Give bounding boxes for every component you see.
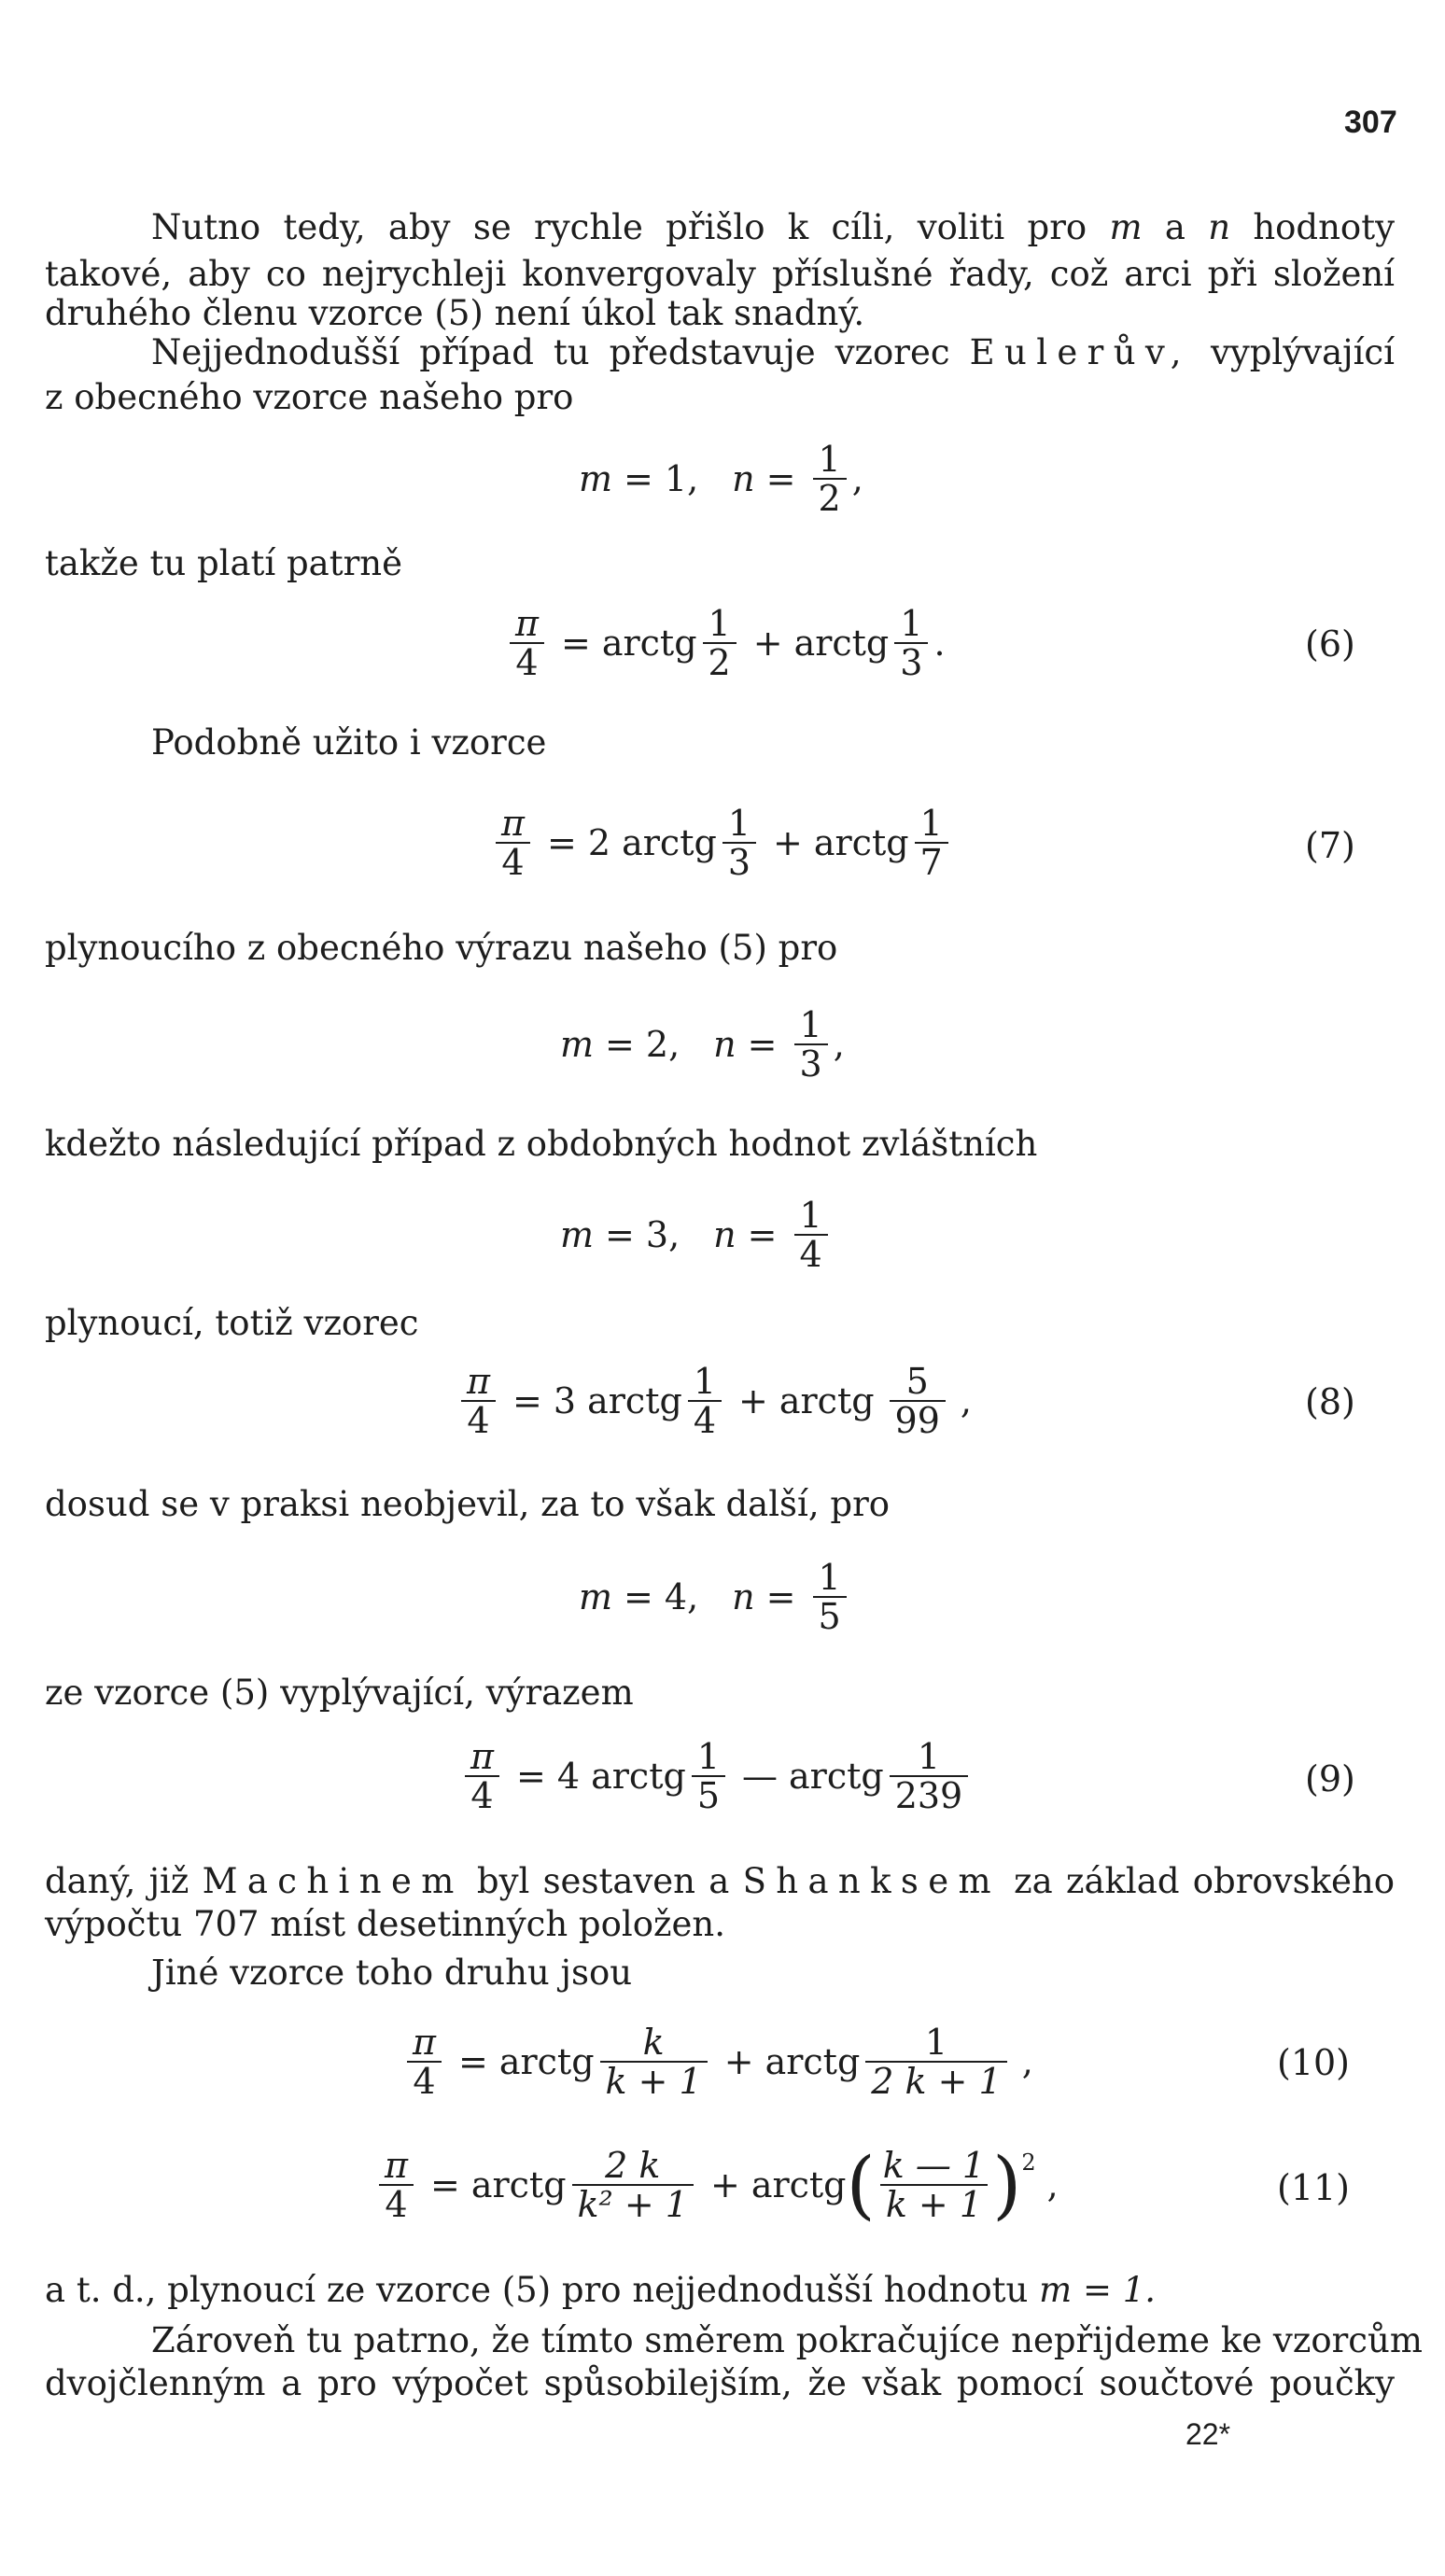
name-shanks: Shanksem: [742, 1861, 1001, 1901]
fraction-one-third: [894, 605, 928, 681]
equation-10: [401, 2023, 1033, 2100]
plus-sign: +: [709, 2164, 740, 2205]
numerator: 1: [917, 1736, 941, 1777]
equation-9: [459, 1738, 974, 1814]
equation-7: [490, 805, 954, 881]
numerator: k — 1: [882, 2145, 986, 2186]
numerator: 1: [727, 803, 751, 844]
fraction-pi-4: [465, 1738, 499, 1814]
text-line-5: z obecného vzorce našeho pro: [45, 377, 574, 417]
fraction-one-over-2k-plus-1: [865, 2023, 1006, 2100]
equation-m4-n-fifth: [579, 1559, 852, 1635]
arctg: arctg: [470, 2164, 567, 2205]
denominator: k + 1: [600, 2061, 708, 2100]
comma: ,: [1021, 2041, 1033, 2082]
equals-sign: =: [512, 1380, 542, 1421]
equals-sign: =: [515, 1756, 546, 1797]
var-m: m: [560, 1024, 595, 1065]
denominator: 3: [794, 1043, 828, 1083]
minus-sign: —: [742, 1756, 778, 1797]
numerator: 1: [799, 1004, 822, 1045]
comma: ,: [1046, 2164, 1059, 2205]
denominator: 3: [722, 842, 756, 881]
value: 4: [664, 1576, 688, 1617]
text: a: [1164, 207, 1185, 247]
fraction-pi-4: [496, 805, 530, 881]
text-line-14: výpočtu 707 míst desetinných položen.: [45, 1904, 725, 1944]
numerator: 5: [905, 1361, 929, 1402]
equation-6: [504, 605, 946, 681]
numerator: k: [642, 2022, 665, 2063]
denominator: 99: [890, 1400, 946, 1439]
var-m: m: [579, 1576, 613, 1617]
arctg: arctg: [789, 1756, 884, 1797]
var-n: n: [732, 1576, 755, 1617]
var-m: m: [579, 458, 613, 499]
text-line-12: ze vzorce (5) vyplývající, výrazem: [45, 1673, 634, 1713]
text-line-15: Jiné vzorce toho druhu jsou: [151, 1953, 633, 1993]
text: Nejjednodušší případ tu představuje vzorec: [151, 332, 950, 372]
equals-sign: =: [546, 822, 577, 863]
equals-sign: =: [765, 1576, 796, 1617]
numerator: 1: [924, 2022, 948, 2063]
denominator: 3: [894, 642, 928, 681]
right-paren: ): [992, 2141, 1022, 2228]
numerator: 1: [693, 1361, 716, 1402]
equation-number-10: (10): [1277, 2042, 1351, 2083]
arctg: arctg: [813, 822, 909, 863]
value: 2: [645, 1024, 669, 1065]
arctg: arctg: [793, 623, 890, 664]
text: daný, již: [45, 1861, 189, 1901]
arctg: arctg: [765, 2041, 861, 2082]
denominator: 2: [703, 642, 737, 681]
comma: ,: [851, 458, 863, 499]
denominator: 4: [465, 1775, 498, 1814]
equals-sign: =: [605, 1024, 635, 1065]
denominator: 4: [510, 642, 543, 681]
plus-sign: +: [773, 822, 803, 863]
equation-11: [373, 2141, 1059, 2228]
fraction-k-minus-1-over-k-plus-1: [877, 2147, 990, 2223]
arctg: arctg: [591, 1756, 686, 1797]
plus-sign: +: [723, 2041, 754, 2082]
text: za základ obrovského: [1014, 1861, 1395, 1901]
fraction-one-third: [794, 1006, 828, 1083]
text: vyplývající: [1210, 332, 1395, 372]
numerator: π: [501, 803, 525, 844]
denominator: 7: [915, 842, 948, 881]
text-line-6: takže tu platí patrně: [45, 543, 403, 583]
fraction-pi-4: [510, 605, 544, 681]
denominator: 239: [890, 1775, 969, 1814]
equation-m1-n-half: [579, 441, 863, 517]
equation-number-8: (8): [1305, 1381, 1355, 1422]
equation-m2-n-third: [560, 1006, 845, 1083]
equation-number-9: (9): [1305, 1758, 1355, 1799]
text-line-3: druhého členu vzorce (5) není úkol tak snadný.: [45, 293, 865, 333]
fraction-one-quarter: [688, 1363, 722, 1439]
text: hodnoty: [1253, 207, 1395, 247]
fraction-k-over-k-plus-1: [600, 2023, 708, 2100]
numerator: π: [515, 603, 539, 644]
arctg: arctg: [779, 1380, 875, 1421]
denominator: 5: [692, 1775, 725, 1814]
fraction-one-half: [703, 605, 737, 681]
equals-sign: =: [560, 623, 591, 664]
equals-sign: =: [747, 1024, 778, 1065]
numerator: π: [470, 1736, 494, 1777]
fraction-one-half: [813, 441, 847, 517]
period: .: [933, 623, 946, 664]
var-n: n: [713, 1214, 737, 1255]
fraction-one-fifth: [692, 1738, 725, 1814]
fraction-pi-4: [379, 2147, 414, 2223]
fraction-pi-4: [461, 1363, 496, 1439]
text-line-18: dvojčlenným a pro výpočet spůsobilejším, že však pomocí součtové poučky: [45, 2363, 1395, 2403]
equation-number-11: (11): [1277, 2167, 1351, 2208]
left-paren: (: [846, 2141, 876, 2228]
inline-equation: m = 1.: [1039, 2270, 1157, 2310]
text-line-17: Zároveň tu patrno, že tímto směrem pokračujíce nepřijdeme ke vzorcům: [151, 2320, 1423, 2360]
numerator: π: [467, 1361, 490, 1402]
var-n: n: [732, 458, 755, 499]
equation-8: [456, 1363, 972, 1439]
comma: ,: [687, 458, 699, 499]
text-line-8: plynoucího z obecného výrazu našeho (5) pro: [45, 928, 838, 968]
equals-sign: =: [747, 1214, 778, 1255]
fraction-one-quarter: [794, 1197, 828, 1273]
var-n: n: [713, 1024, 737, 1065]
numerator: 1: [900, 603, 923, 644]
comma: ,: [833, 1024, 845, 1065]
plus-sign: +: [738, 1380, 768, 1421]
var-n: n: [1208, 207, 1231, 247]
arctg: arctg: [622, 822, 717, 863]
comma: ,: [687, 1576, 699, 1617]
value: 1: [664, 458, 688, 499]
numerator: 2 k: [605, 2145, 661, 2186]
equals-sign: =: [765, 458, 796, 499]
signature-mark: 22*: [1185, 2417, 1231, 2451]
equals-sign: =: [457, 2041, 488, 2082]
denominator: 2 k + 1: [865, 2061, 1006, 2100]
comma: ,: [668, 1024, 680, 1065]
exponent: 2: [1021, 2149, 1036, 2176]
text: Nutno tedy, aby se rychle přišlo k cíli, voliti pro: [151, 207, 1087, 247]
text-line-16: [45, 2266, 1395, 2315]
fraction-2k-over-k-sq-plus-1: [572, 2147, 694, 2223]
comma: ,: [960, 1380, 972, 1421]
numerator: 1: [919, 803, 943, 844]
numerator: 1: [818, 1557, 841, 1598]
name-euler: Eulerův,: [969, 332, 1191, 372]
comma: ,: [668, 1214, 680, 1255]
denominator: k + 1: [880, 2184, 988, 2223]
fraction-five-ninetynine: [890, 1363, 946, 1439]
text-line-10: plynoucí, totiž vzorec: [45, 1303, 419, 1343]
text: byl sestaven a: [476, 1861, 730, 1901]
coefficient: 3: [553, 1380, 577, 1421]
denominator: 4: [461, 1400, 495, 1439]
coefficient: 4: [556, 1756, 581, 1797]
page-number: 307: [1344, 105, 1397, 140]
plus-sign: +: [752, 623, 783, 664]
text-line-4: [151, 329, 1395, 377]
denominator: 2: [813, 478, 847, 517]
denominator: 4: [688, 1400, 722, 1439]
arctg: arctg: [601, 623, 697, 664]
equals-sign: =: [624, 1576, 653, 1617]
numerator: 1: [696, 1736, 720, 1777]
numerator: 1: [818, 439, 841, 480]
name-machin: Machinem: [202, 1861, 464, 1901]
arctg: arctg: [498, 2041, 595, 2082]
text-line-1: [151, 203, 1395, 252]
equation-number-6: (6): [1305, 623, 1355, 665]
denominator: 4: [407, 2061, 441, 2100]
var-m: m: [1109, 207, 1143, 247]
fraction-one-seventh: [915, 805, 948, 881]
equals-sign: =: [624, 458, 653, 499]
denominator: 5: [813, 1596, 847, 1635]
text-line-2: takové, aby co nejrychleji konvergovaly příslušné řady, což arci při složení: [45, 254, 1395, 294]
equation-number-7: (7): [1305, 825, 1355, 866]
numerator: 1: [708, 603, 731, 644]
coefficient: 2: [587, 822, 611, 863]
fraction-one-third: [722, 805, 756, 881]
equation-m3-n-quarter: [560, 1197, 834, 1273]
arctg: arctg: [751, 2164, 847, 2205]
arctg: arctg: [587, 1380, 682, 1421]
numerator: 1: [799, 1195, 822, 1236]
denominator: 4: [794, 1234, 828, 1273]
value: 3: [645, 1214, 669, 1255]
text-line-11: dosud se v praksi neobjevil, za to však další, pro: [45, 1484, 891, 1524]
numerator: π: [413, 2022, 436, 2063]
fraction-one-fifth: [813, 1559, 847, 1635]
fraction-one-239: [890, 1738, 969, 1814]
equals-sign: =: [429, 2164, 460, 2205]
text-line-7: Podobně užito i vzorce: [151, 722, 547, 763]
text-line-9: kdežto následující případ z obdobných hodnot zvláštních: [45, 1124, 1038, 1164]
fraction-pi-4: [407, 2023, 442, 2100]
denominator: 4: [379, 2184, 413, 2223]
denominator: 4: [496, 842, 529, 881]
var-m: m: [560, 1214, 595, 1255]
equals-sign: =: [605, 1214, 635, 1255]
denominator: k² + 1: [572, 2184, 694, 2223]
text-line-13: [45, 1857, 1395, 1906]
numerator: π: [385, 2145, 408, 2186]
text: a t. d., plynoucí ze vzorce (5) pro nejjednodušší hodnotu: [45, 2270, 1029, 2310]
